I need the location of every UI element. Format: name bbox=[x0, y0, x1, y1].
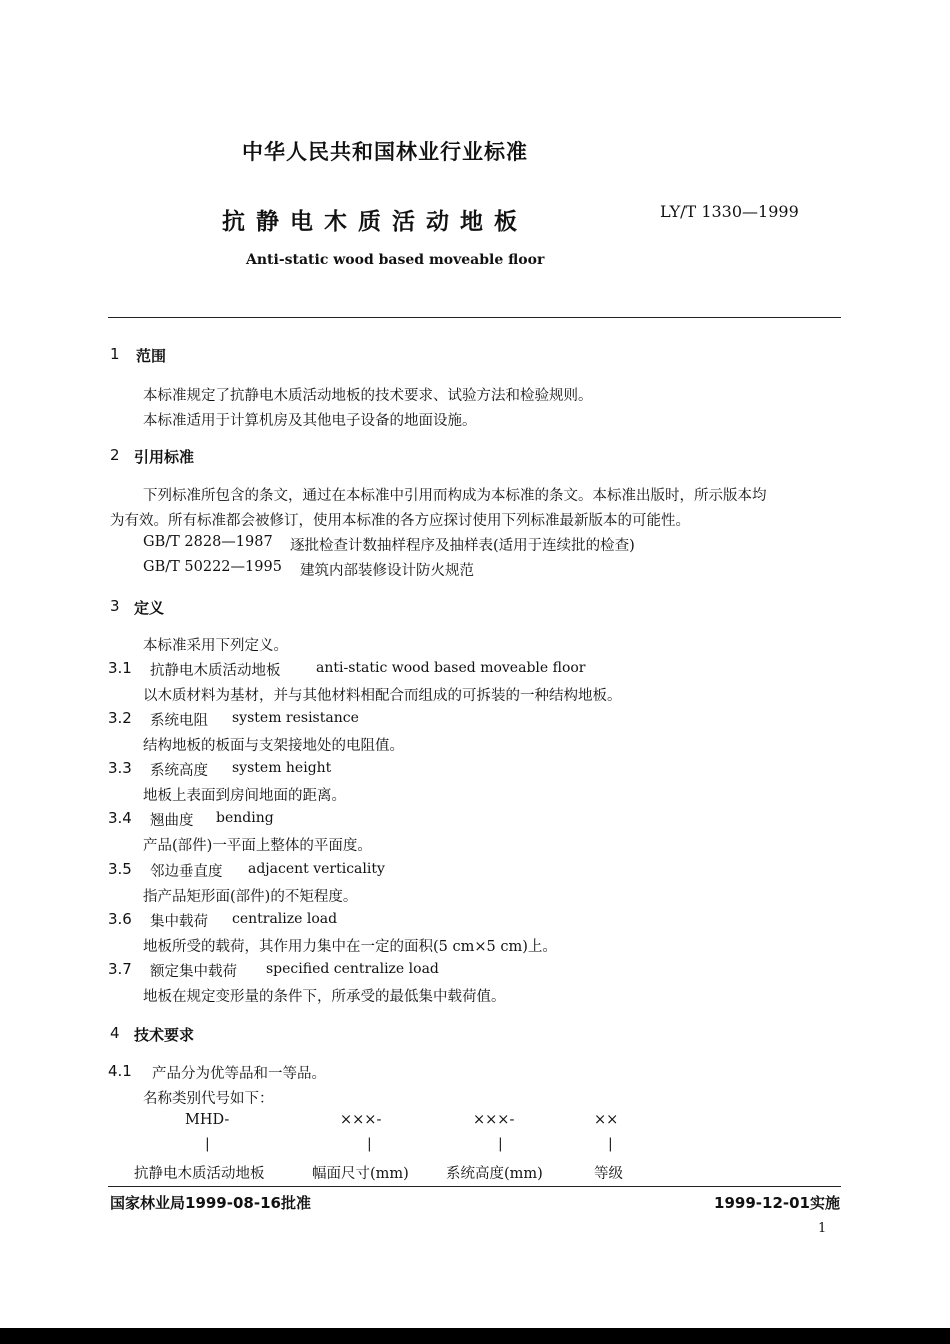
subsection-number: 4.1 bbox=[108, 1062, 132, 1080]
standard-number: LY/T 1330—1999 bbox=[660, 202, 799, 221]
section-4-number: 4 bbox=[110, 1024, 120, 1042]
definition-description: 地板所受的载荷，其作用力集中在一定的面积(5 cm×5 cm)上。 bbox=[143, 939, 557, 955]
definition-description: 结构地板的板面与支架接地处的电阻值。 bbox=[143, 738, 404, 754]
paragraph: 产品分为优等品和一等品。 bbox=[152, 1066, 326, 1082]
code-label: 等级 bbox=[594, 1166, 623, 1182]
definition-term: 抗静电木质活动地板 bbox=[150, 663, 281, 679]
code-part: MHD- bbox=[185, 1112, 230, 1128]
definition-number: 3.3 bbox=[108, 759, 132, 777]
section-3-number: 3 bbox=[110, 597, 120, 615]
definition-term: 系统高度 bbox=[150, 763, 208, 779]
paragraph: 为有效。所有标准都会被修订，使用本标准的各方应探讨使用下列标准最新版本的可能性。 bbox=[110, 513, 690, 529]
paragraph: 名称类别代号如下： bbox=[143, 1091, 274, 1107]
reference-code: GB/T 50222—1995 bbox=[143, 559, 282, 575]
scan-edge-bar bbox=[0, 1328, 950, 1344]
definition-number: 3.7 bbox=[108, 960, 132, 978]
header-rule bbox=[108, 317, 841, 318]
code-connector: | bbox=[498, 1136, 503, 1152]
code-label: 系统高度(mm) bbox=[446, 1166, 543, 1182]
code-part: ×××- bbox=[473, 1112, 515, 1128]
definition-english: specified centralize load bbox=[266, 961, 439, 977]
doc-title: 抗静电木质活动地板 bbox=[222, 209, 528, 235]
section-3-title: 定义 bbox=[134, 599, 165, 617]
english-title: Anti-static wood based moveable floor bbox=[246, 252, 545, 268]
code-connector: | bbox=[205, 1136, 210, 1152]
definition-description: 地板上表面到房间地面的距离。 bbox=[143, 788, 346, 804]
definition-term: 邻边垂直度 bbox=[150, 864, 223, 880]
definition-english: system height bbox=[232, 760, 332, 776]
code-label: 幅面尺寸(mm) bbox=[312, 1166, 409, 1182]
paragraph: 下列标准所包含的条文，通过在本标准中引用而构成为本标准的条文。本标准出版时，所示版本均 bbox=[143, 488, 767, 504]
implementation-date: 1999-12-01实施 bbox=[714, 1194, 840, 1212]
definition-number: 3.6 bbox=[108, 910, 132, 928]
definition-description: 以木质材料为基材，并与其他材料相配合而组成的可拆装的一种结构地板。 bbox=[143, 688, 622, 704]
definition-number: 3.5 bbox=[108, 860, 132, 878]
definition-term: 翘曲度 bbox=[150, 813, 194, 829]
page-number: 1 bbox=[818, 1221, 827, 1236]
definition-description: 指产品矩形面(部件)的不矩程度。 bbox=[143, 889, 358, 905]
section-2-number: 2 bbox=[110, 446, 120, 464]
reference-code: GB/T 2828—1987 bbox=[143, 534, 273, 550]
reference-title: 逐批检查计数抽样程序及抽样表(适用于连续批的检查) bbox=[290, 538, 635, 554]
definition-english: centralize load bbox=[232, 911, 338, 927]
code-connector: | bbox=[608, 1136, 613, 1152]
section-2-title: 引用标准 bbox=[134, 448, 195, 466]
paragraph: 本标准规定了抗静电木质活动地板的技术要求、试验方法和检验规则。 bbox=[143, 388, 593, 404]
code-label: 抗静电木质活动地板 bbox=[134, 1166, 265, 1182]
definition-term: 额定集中载荷 bbox=[150, 964, 237, 980]
code-part: ×× bbox=[594, 1112, 619, 1128]
definition-term: 集中载荷 bbox=[150, 914, 208, 930]
definition-number: 3.2 bbox=[108, 709, 132, 727]
section-1-number: 1 bbox=[110, 345, 120, 363]
definition-english: bending bbox=[216, 810, 274, 826]
code-part: ×××- bbox=[340, 1112, 382, 1128]
paragraph: 本标准采用下列定义。 bbox=[143, 638, 288, 654]
section-4-title: 技术要求 bbox=[134, 1026, 195, 1044]
code-connector: | bbox=[367, 1136, 372, 1152]
reference-title: 建筑内部装修设计防火规范 bbox=[300, 563, 474, 579]
section-1-title: 范围 bbox=[136, 347, 167, 365]
org-title: 中华人民共和国林业行业标准 bbox=[242, 140, 528, 164]
definition-english: adjacent verticality bbox=[248, 861, 385, 877]
footer-rule bbox=[108, 1186, 841, 1187]
definition-description: 产品(部件)一平面上整体的平面度。 bbox=[143, 838, 372, 854]
definition-term: 系统电阻 bbox=[150, 713, 208, 729]
approval-date: 国家林业局1999-08-16批准 bbox=[110, 1194, 311, 1212]
definition-english: system resistance bbox=[232, 710, 359, 726]
definition-description: 地板在规定变形量的条件下，所承受的最低集中载荷值。 bbox=[143, 989, 506, 1005]
paragraph: 本标准适用于计算机房及其他电子设备的地面设施。 bbox=[143, 413, 477, 429]
definition-number: 3.1 bbox=[108, 659, 132, 677]
definition-english: anti-static wood based moveable floor bbox=[316, 660, 586, 676]
definition-number: 3.4 bbox=[108, 809, 132, 827]
